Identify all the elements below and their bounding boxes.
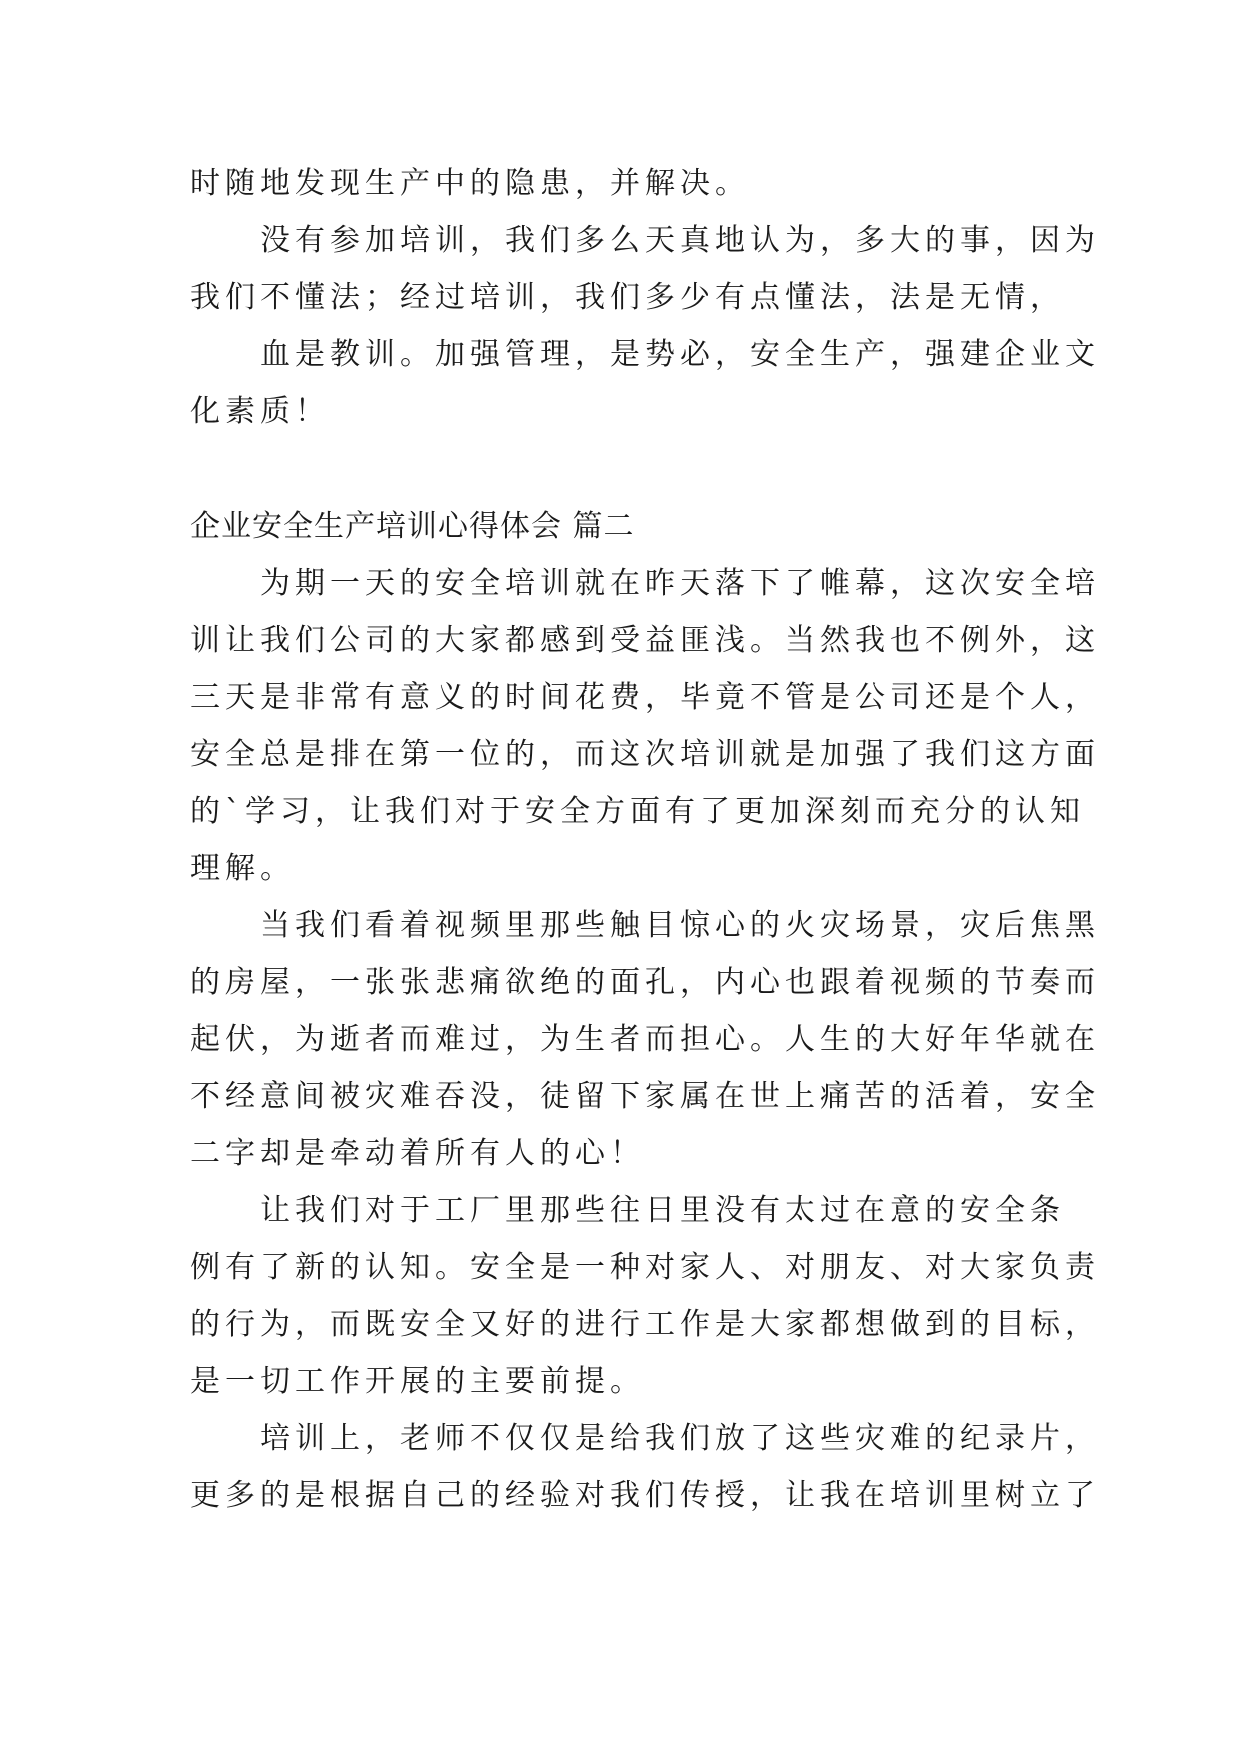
section-title: 企业安全生产培训心得体会 篇二 (190, 509, 635, 544)
text-line: 安全总是排在第一位的，而这次培训就是加强了我们这方面 (190, 737, 1100, 772)
text-line: 我们不懂法；经过培训，我们多少有点懂法，法是无情， (190, 280, 1065, 315)
paragraph-start-line: 为期一天的安全培训就在昨天落下了帷幕，这次安全培 (260, 566, 1100, 601)
text-line: 更多的是根据自己的经验对我们传授，让我在培训里树立了 (190, 1478, 1100, 1513)
text-line: 不经意间被灾难吞没，徒留下家属在世上痛苦的活着，安全 (190, 1079, 1100, 1114)
text-line: 的行为，而既安全又好的进行工作是大家都想做到的目标， (190, 1307, 1100, 1342)
text-line: 理解。 (190, 851, 295, 886)
text-line: 三天是非常有意义的时间花费，毕竟不管是公司还是个人， (190, 680, 1100, 715)
text-line: 时随地发现生产中的隐患，并解决。 (190, 166, 750, 201)
text-line: 起伏，为逝者而难过，为生者而担心。人生的大好年华就在 (190, 1022, 1100, 1057)
text-line: 例有了新的认知。安全是一种对家人、对朋友、对大家负责 (190, 1250, 1100, 1285)
text-line: 二字却是牵动着所有人的心！ (190, 1136, 645, 1171)
paragraph-start-line: 血是教训。加强管理，是势必，安全生产，强建企业文 (260, 337, 1100, 372)
document-body (190, 155, 1100, 1524)
text-line: 训让我们公司的大家都感到受益匪浅。当然我也不例外，这 (190, 623, 1100, 658)
text-line: 是一切工作开展的主要前提。 (190, 1364, 645, 1399)
section-spacer (190, 440, 1052, 498)
text-line: 的房屋，一张张悲痛欲绝的面孔，内心也跟着视频的节奏而 (190, 965, 1100, 1000)
text-line: 的`学习，让我们对于安全方面有了更加深刻而充分的认知 (190, 794, 1085, 829)
text-line: 化素质！ (190, 394, 330, 429)
paragraph-start-line: 没有参加培训，我们多么天真地认为，多大的事，因为 (260, 223, 1100, 258)
paragraph-start-line: 让我们对于工厂里那些往日里没有太过在意的安全条 (260, 1193, 1065, 1228)
paragraph-start-line: 培训上，老师不仅仅是给我们放了这些灾难的纪录片， (260, 1421, 1100, 1456)
paragraph-start-line: 当我们看着视频里那些触目惊心的火灾场景，灾后焦黑 (260, 908, 1100, 943)
